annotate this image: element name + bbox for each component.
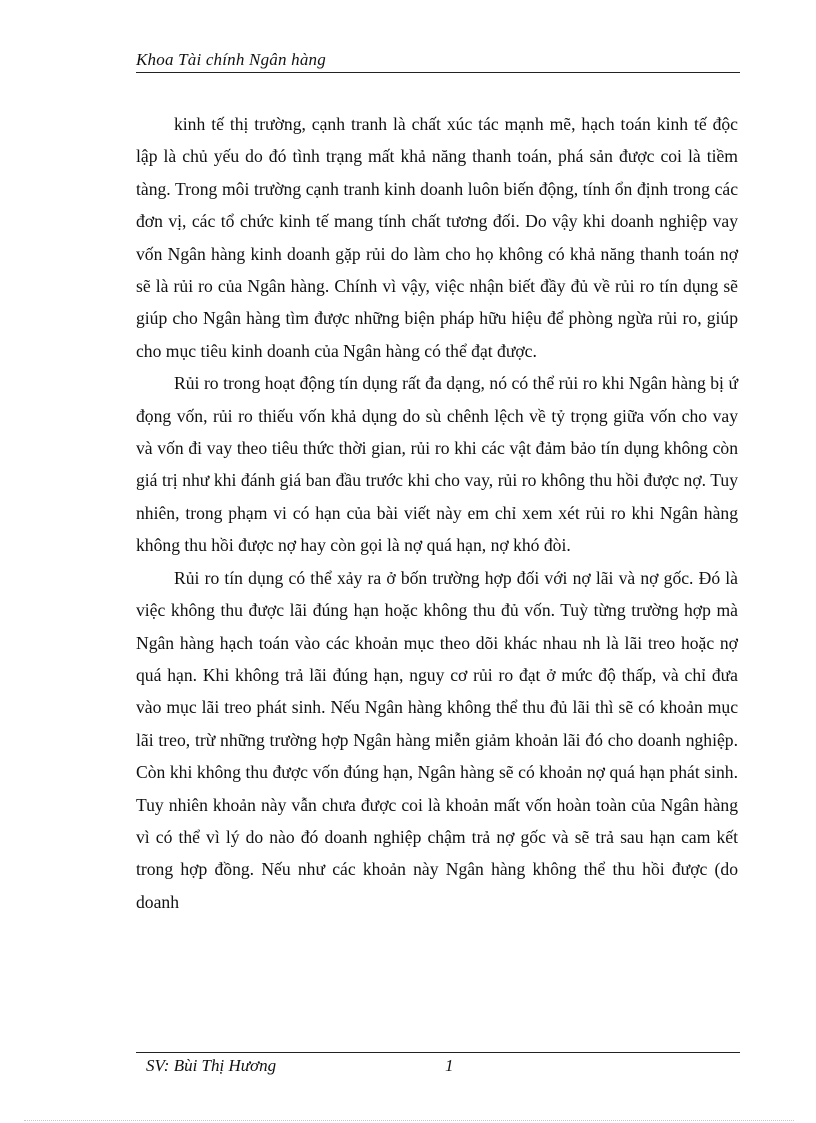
paragraph-3: Rủi ro tín dụng có thể xảy ra ở bốn trường hợp đối với nợ lãi và nợ gốc. Đó là việc không thu được lãi đúng hạn hoặc không thu đủ vốn. Tuỳ từng trường hợp mà Ngân hàng hạch toán vào các khoản mục theo dõi khác nhau nh là lãi treo hoặc nợ quá hạn. Khi không trả lãi đúng hạn, nguy cơ rủi ro đạt ở mức độ thấp, và chỉ đưa vào mục lãi treo phát sinh. Nếu Ngân hàng không thể thu đủ lãi thì sẽ có khoản mục lãi treo, trừ những trường hợp Ngân hàng miễn giảm khoản lãi đó cho doanh nghiệp. Còn khi không thu được vốn đúng hạn, Ngân hàng sẽ có khoản nợ quá hạn phát sinh. Tuy nhiên khoản này vẫn chưa được coi là khoản mất vốn hoàn toàn của Ngân hàng vì có thể vì lý do nào đó doanh nghiệp chậm trả nợ gốc và sẽ trả sau hạn cam kết trong hợp đồng. Nếu như các khoản này Ngân hàng không thể thu hồi được (do doanh — [136, 567, 738, 912]
paragraph-2: Rủi ro trong hoạt động tín dụng rất đa dạng, nó có thể rủi ro khi Ngân hàng bị ứ đọng vốn, rủi ro thiếu vốn khả dụng do sù chênh lệch về tỷ trọng giữa vốn cho vay và vốn đi vay theo tiêu thức thời gian, rủi ro khi các vật đảm bảo tín dụng không còn giá trị như khi đánh giá ban đầu trước khi cho vay, rủi ro không thu hồi được nợ. Tuy nhiên, trong phạm vi có hạn của bài viết này em chỉ xem xét rủi ro khi Ngân hàng không thu hồi được nợ hay còn gọi là nợ quá hạn, nợ khó đòi. — [136, 373, 738, 556]
page-footer — [136, 1052, 740, 1077]
page-number: 1 — [445, 1056, 454, 1075]
paragraph-1: kinh tế thị trường, cạnh tranh là chất xúc tác mạnh mẽ, hạch toán kinh tế độc lập là chủ yếu do đó tình trạng mất khả năng thanh toán, phá sản được coi là tiềm tàng. Trong môi trường cạnh tranh kinh doanh luôn biến động, tính ổn định trong các đơn vị, các tổ chức kinh tế mang tính chất tương đối. Do vậy khi doanh nghiệp vay vốn Ngân hàng kinh doanh gặp rủi do làm cho họ không có khả năng thanh toán nợ sẽ là rủi ro của Ngân hàng. Chính vì vậy, việc nhận biết đầy đủ về rủi ro tín dụng sẽ giúp cho Ngân hàng tìm được những biện pháp hữu hiệu để phòng ngừa rủi ro, giúp cho mục tiêu kinh doanh của Ngân hàng có thể đạt được. — [136, 114, 738, 361]
footer-author: SV: Bùi Thị Hương — [146, 1056, 277, 1075]
body-text — [136, 108, 738, 918]
page-edge-divider — [24, 1120, 794, 1121]
header-title: Khoa Tài chính Ngân hàng — [136, 50, 326, 69]
page-header — [136, 48, 740, 73]
